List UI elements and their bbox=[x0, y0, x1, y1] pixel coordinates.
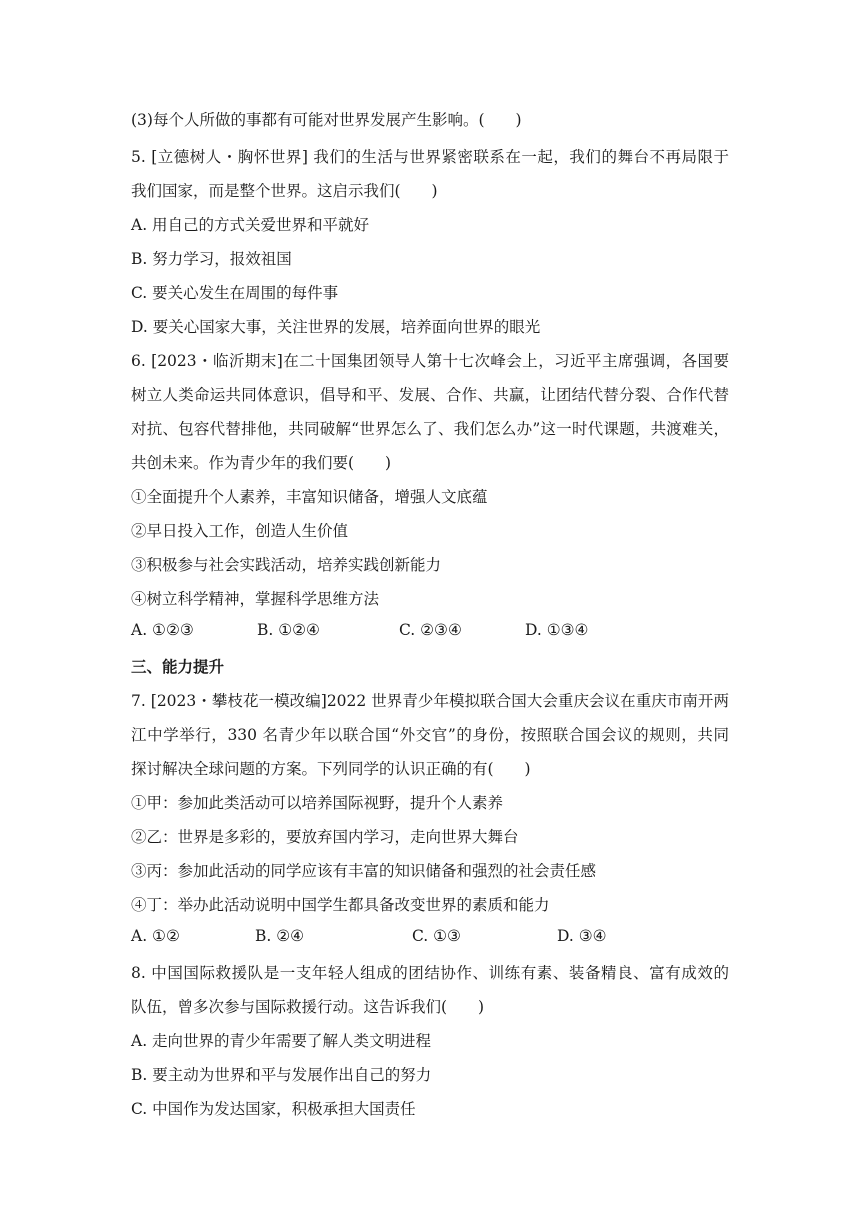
q7-option-d: D. ③④ bbox=[557, 927, 607, 945]
q6-item-2: ②早日投入工作，创造人生价值 bbox=[131, 522, 349, 540]
q7-option-b: B. ②④ bbox=[255, 927, 305, 945]
q7-item-1: ①甲：参加此类活动可以培养国际视野，提升个人素养 bbox=[131, 794, 504, 812]
q7-item-4: ④丁：举办此活动说明中国学生都具备改变世界的素质和能力 bbox=[131, 896, 550, 914]
q6-item-1: ①全面提升个人素养，丰富知识储备，增强人文底蕴 bbox=[131, 488, 488, 506]
q8-option-c: C. 中国作为发达国家，积极承担大国责任 bbox=[131, 1100, 416, 1118]
q7-option-a: A. ①② bbox=[131, 927, 180, 945]
q5-stem-line-2: 我们国家，而是整个世界。这启示我们( ) bbox=[131, 182, 438, 200]
q6-stem-line-2: 树立人类命运共同体意识，倡导和平、发展、合作、共赢，让团结代替分裂、合作代替 bbox=[131, 386, 729, 404]
q5-option-d: D. 要关心国家大事，关注世界的发展，培养面向世界的眼光 bbox=[131, 318, 541, 336]
q3-statement: (3)每个人所做的事都有可能对世界发展产生影响。( ) bbox=[131, 111, 522, 129]
q6-option-d: D. ①③④ bbox=[525, 621, 589, 639]
q6-item-4: ④树立科学精神，掌握科学思维方法 bbox=[131, 590, 380, 608]
q8-option-a: A. 走向世界的青少年需要了解人类文明进程 bbox=[131, 1032, 432, 1050]
q7-option-c: C. ①③ bbox=[412, 927, 461, 945]
q6-option-a: A. ①②③ bbox=[131, 621, 194, 639]
q7-stem-line-1: 7. [2023・攀枝花一模改编]2022 世界青少年模拟联合国大会重庆会议在重庆市南开两 bbox=[131, 692, 729, 710]
q8-option-b: B. 要主动为世界和平与发展作出自己的努力 bbox=[131, 1066, 432, 1084]
q6-option-b: B. ①②④ bbox=[257, 621, 320, 639]
q7-item-3: ③丙：参加此活动的同学应该有丰富的知识储备和强烈的社会责任感 bbox=[131, 862, 597, 880]
q6-stem-line-4: 共创未来。作为青少年的我们要( ) bbox=[131, 454, 392, 472]
q6-stem-line-3: 对抗、包容代替排他，共同破解“世界怎么了、我们怎么办”这一时代课题，共渡难关， bbox=[131, 420, 729, 438]
q7-stem-line-3: 探讨解决全球问题的方案。下列同学的认识正确的有( ) bbox=[131, 760, 531, 778]
q6-option-c: C. ②③④ bbox=[399, 621, 462, 639]
q5-option-a: A. 用自己的方式关爱世界和平就好 bbox=[131, 216, 370, 234]
q7-item-2: ②乙：世界是多彩的，要放弃国内学习，走向世界大舞台 bbox=[131, 828, 519, 846]
q8-stem-line-1: 8. 中国国际救援队是一支年轻人组成的团结协作、训练有素、装备精良、富有成效的 bbox=[131, 964, 729, 982]
q5-option-c: C. 要关心发生在周围的每件事 bbox=[131, 284, 339, 302]
q5-option-b: B. 努力学习，报效祖国 bbox=[131, 250, 292, 268]
q6-item-3: ③积极参与社会实践活动，培养实践创新能力 bbox=[131, 556, 442, 574]
section-heading: 三、能力提升 bbox=[131, 658, 225, 676]
q8-stem-line-2: 队伍，曾多次参与国际救援行动。这告诉我们( ) bbox=[131, 998, 485, 1016]
q5-stem-line-1: 5. [立德树人・胸怀世界] 我们的生活与世界紧密联系在一起，我们的舞台不再局限于 bbox=[131, 148, 729, 166]
q7-stem-line-2: 江中学举行，330 名青少年以联合国“外交官”的身份，按照联合国会议的规则，共同 bbox=[131, 726, 729, 744]
q6-stem-line-1: 6. [2023・临沂期末]在二十国集团领导人第十七次峰会上，习近平主席强调，各国要 bbox=[131, 352, 729, 370]
